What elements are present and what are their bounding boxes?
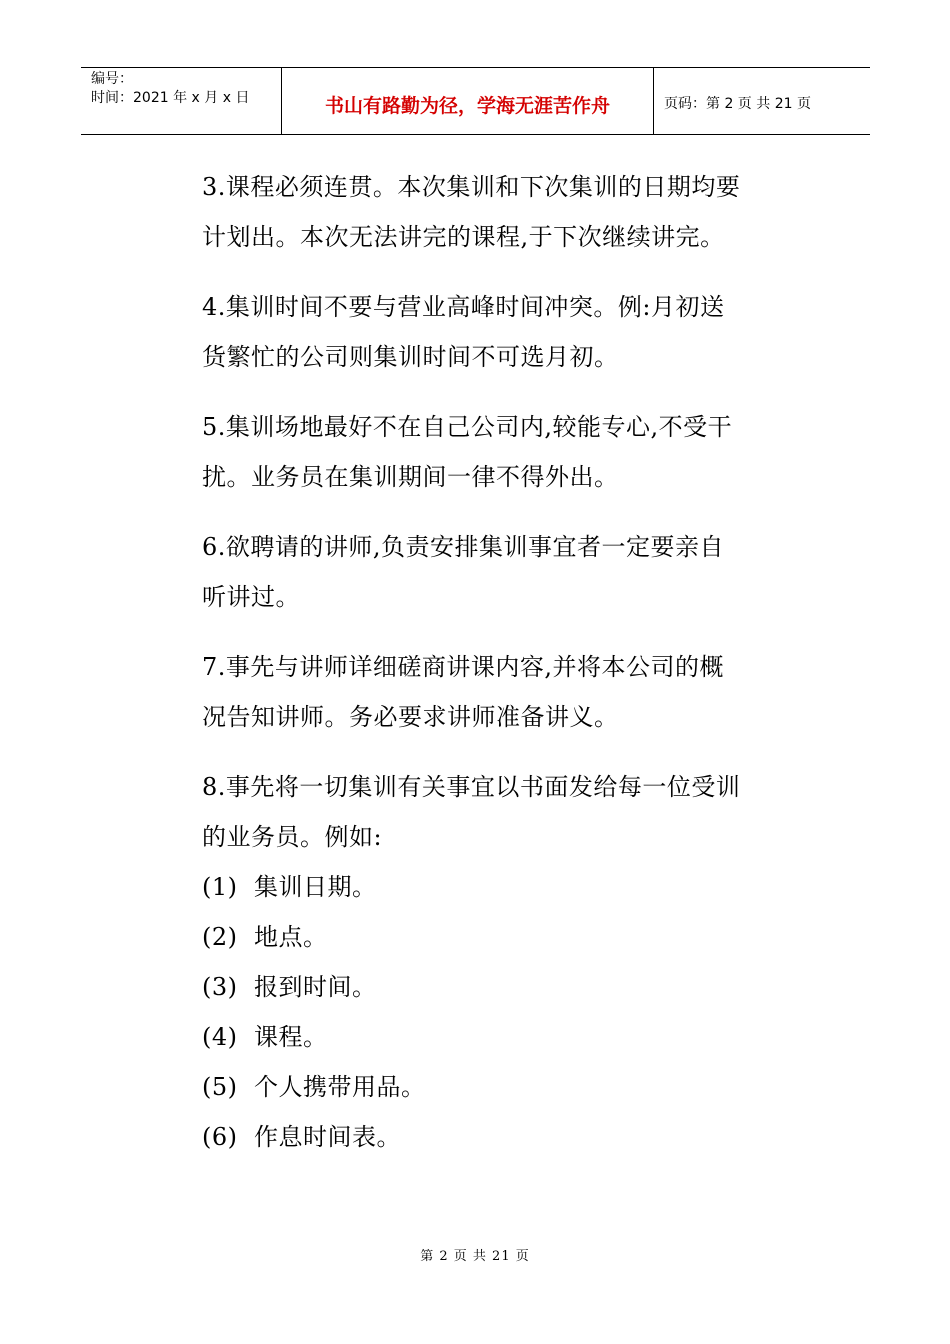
- paragraph: 5.集训场地最好不在自己公司内,较能专心,不受干扰。业务员在集训期间一律不得外出。: [202, 413, 733, 491]
- paragraph: 8.事先将一切集训有关事宜以书面发给每一位受训的业务员。例如:: [202, 773, 741, 851]
- paragraph: 3.课程必须连贯。本次集训和下次集训的日期均要计划出。本次无法讲完的课程,于下次继续讲完。: [202, 173, 741, 251]
- header-page-info: 页码：第 2 页 共 21 页: [664, 96, 811, 112]
- list-item: [202, 912, 747, 962]
- list-item-number: (6): [202, 1123, 238, 1151]
- list-item-text: 集训日期。: [254, 873, 377, 901]
- document-number: 编号：: [91, 71, 133, 87]
- header-meta: [81, 68, 281, 134]
- paragraph: 4.集训时间不要与营业高峰时间冲突。例:月初送货繁忙的公司则集训时间不可选月初。: [202, 293, 725, 371]
- list-item-number: (4): [202, 1023, 238, 1051]
- list-item-text: 课程。: [254, 1023, 328, 1051]
- list-item-text: 作息时间表。: [254, 1123, 401, 1151]
- list-item-text: 个人携带用品。: [254, 1073, 426, 1101]
- document-body: [202, 162, 747, 1162]
- page-header: [81, 67, 870, 135]
- list-item-number: (1): [202, 873, 238, 901]
- list-item-text: 地点。: [254, 923, 328, 951]
- list-item-number: (5): [202, 1073, 238, 1101]
- item-list: [202, 862, 747, 1162]
- page-footer: 第 2 页 共 21 页: [420, 1249, 530, 1264]
- list-item: [202, 1012, 747, 1062]
- paragraph: 6.欲聘请的讲师,负责安排集训事宜者一定要亲自听讲过。: [202, 533, 725, 611]
- document-time: 时间：2021 年 x 月 x 日: [91, 90, 250, 106]
- header-motto: 书山有路勤为径，学海无涯苦作舟: [281, 68, 654, 134]
- list-item: [202, 1062, 747, 1112]
- list-item: [202, 962, 747, 1012]
- list-item-number: (2): [202, 923, 238, 951]
- list-item-text: 报到时间。: [254, 973, 377, 1001]
- list-item: [202, 862, 747, 912]
- list-item: [202, 1112, 747, 1162]
- paragraph: 7.事先与讲师详细磋商讲课内容,并将本公司的概况告知讲师。务必要求讲师准备讲义。: [202, 653, 725, 731]
- list-item-number: (3): [202, 973, 238, 1001]
